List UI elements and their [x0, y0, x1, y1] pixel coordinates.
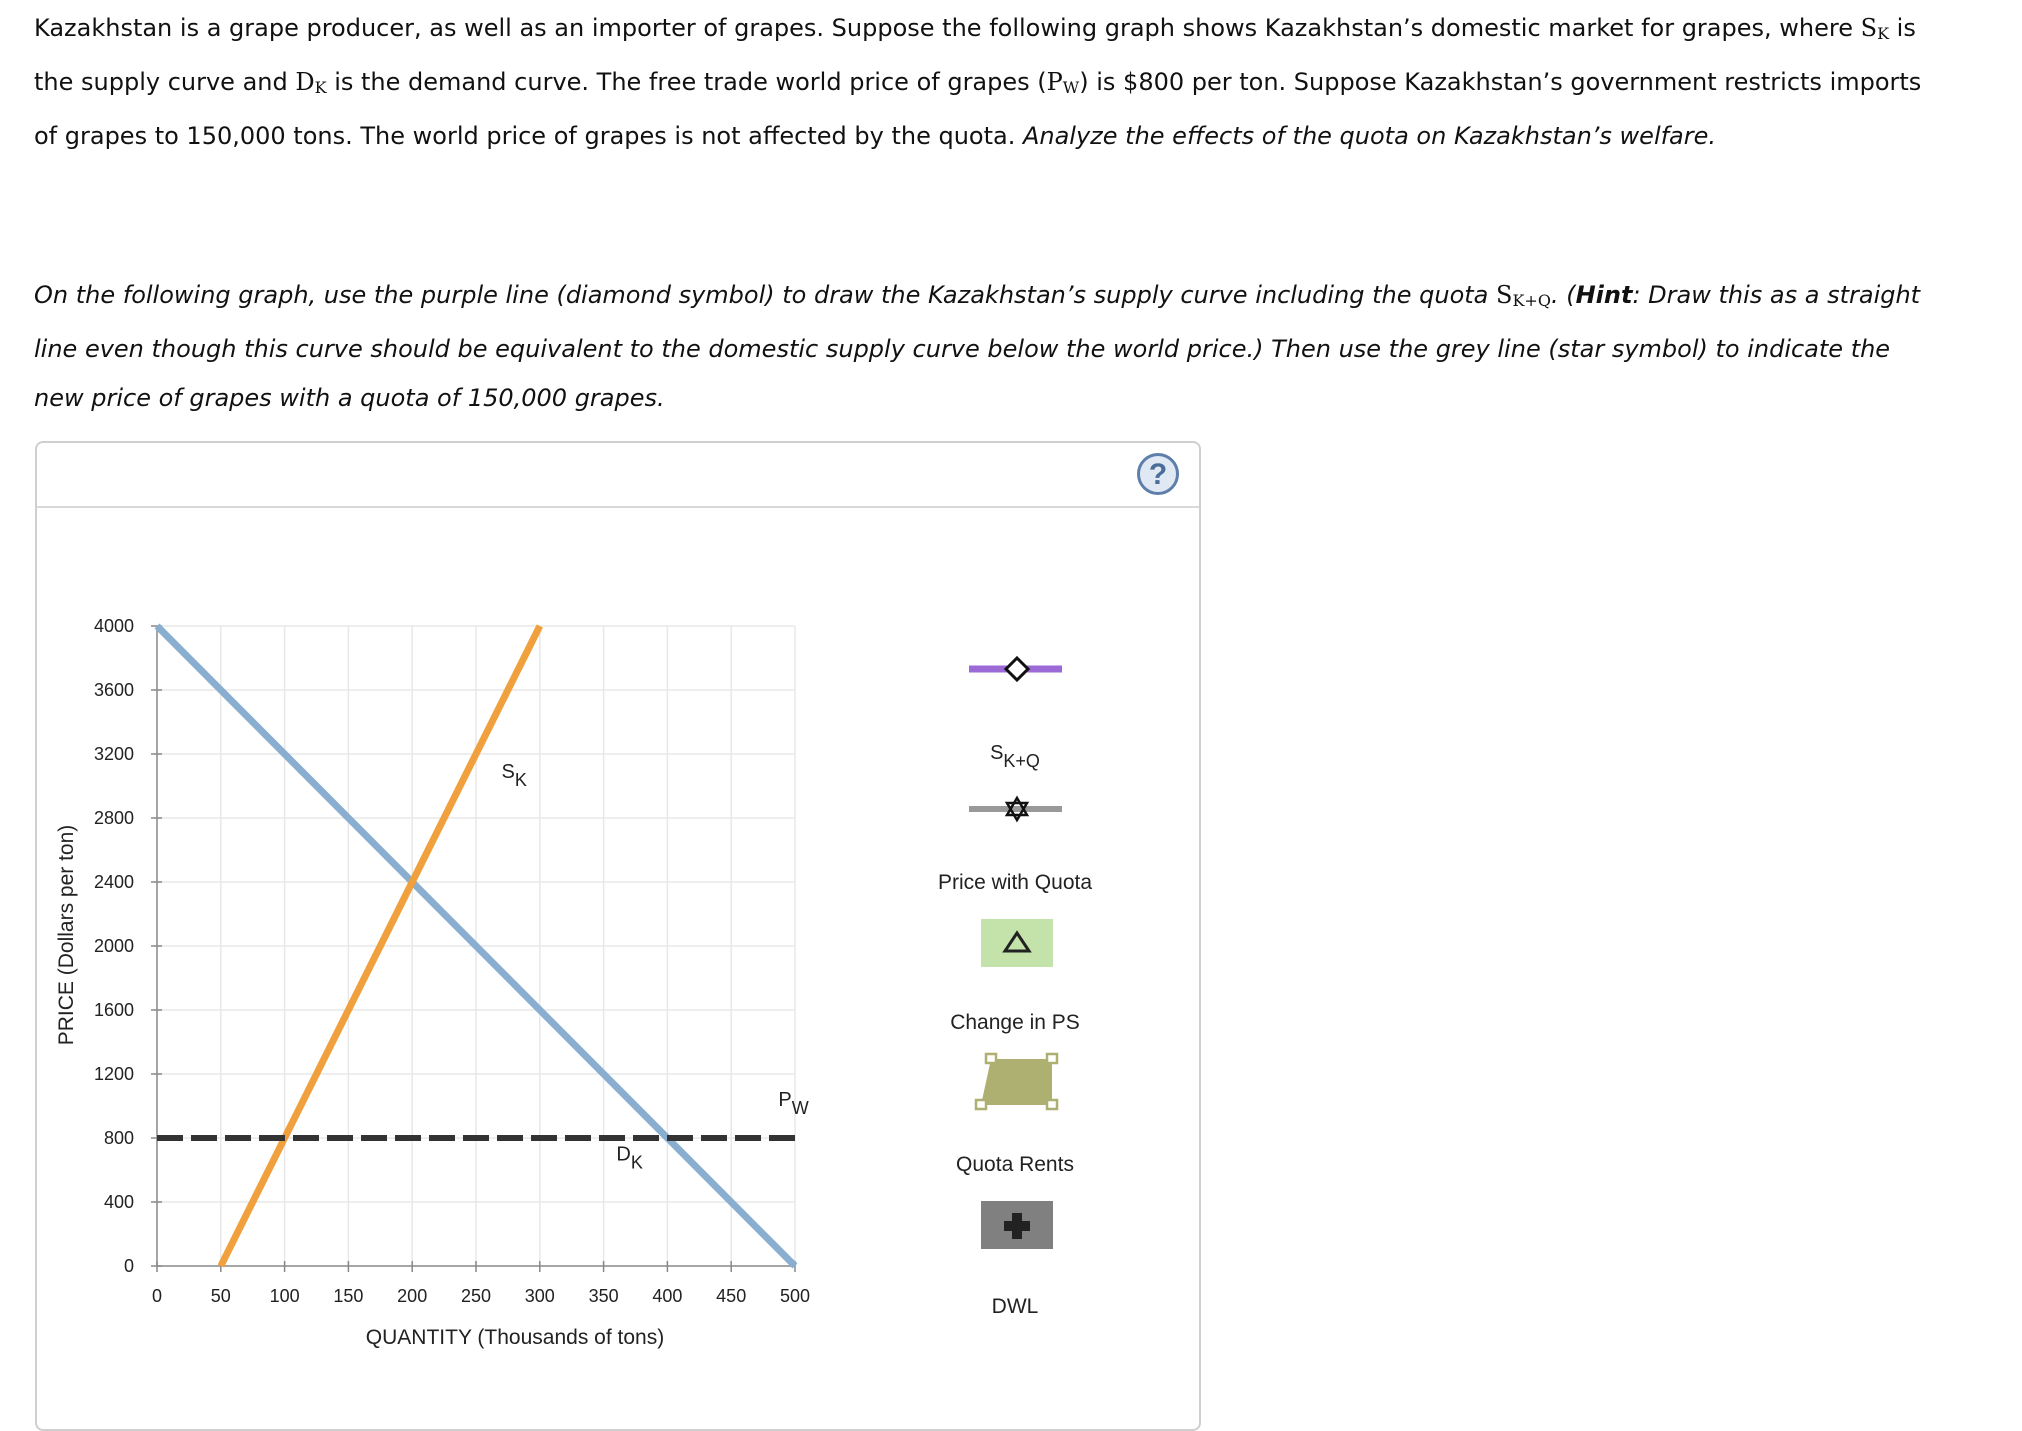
question-intro: Kazakhstan is a grape producer, as well as an importer of grapes. Suppose the following graph shows Kazakhstan’s domestic market for grapes, where $S_K$ is the supply curve and $D_K$ is the demand curve. The free trade world price of grapes $(P_W)$ is $800 per ton. Suppose Kazakhstan’s government restricts imports of grapes to 150,000 tons. The world price of grapes is not affected by the quota. Analyze the effects of the quota on Kazakhstan’s welfare.	[34, 14, 1922, 150]
y-tick-label: 3200	[93, 744, 134, 764]
diamond-icon	[1006, 658, 1028, 680]
x-tick-label: 200	[397, 1286, 428, 1306]
pw-symbol: $P_W$	[1046, 68, 1080, 97]
help-button[interactable]: ?	[1137, 453, 1179, 495]
x-tick-label: 300	[524, 1286, 555, 1306]
y-tick-label: 0	[123, 1256, 134, 1276]
x-tick-label: 450	[716, 1286, 747, 1306]
legend-item-supply-with-quota[interactable]	[969, 658, 1062, 771]
legend-item-change-in-ps[interactable]	[950, 919, 1080, 1034]
x-axis-title: QUANTITY (Thousands of tons)	[365, 1326, 665, 1349]
world-price-label: PW	[778, 1089, 809, 1118]
legend-label-dwl: DWL	[991, 1295, 1039, 1318]
y-tick-label: 2000	[93, 936, 134, 956]
y-tick-label: 1600	[93, 1000, 134, 1020]
legend-item-quota-rents[interactable]	[956, 1054, 1074, 1176]
graph-area[interactable]	[37, 443, 1201, 1431]
graph-panel	[35, 441, 1201, 1431]
y-tick-label: 800	[103, 1128, 134, 1148]
y-axis-title: PRICE (Dollars per ton)	[55, 824, 78, 1046]
legend-label-price-with-quota: Price with Quota	[937, 871, 1093, 894]
ticks	[151, 626, 795, 1272]
legend-label-change-in-ps: Change in PS	[950, 1011, 1080, 1034]
x-tick-label: 500	[779, 1286, 811, 1306]
x-tick-label: 350	[588, 1286, 619, 1306]
hint-label: Hint	[1575, 281, 1633, 309]
y-tick-label: 400	[103, 1192, 134, 1212]
change-in-ps-tool[interactable]	[981, 919, 1053, 967]
demand-curve-label: DK	[616, 1143, 643, 1173]
supply-curve-label: SK	[501, 761, 527, 790]
dk-symbol: $D_K$	[295, 68, 327, 97]
legend-label-quota-rents: Quota Rents	[956, 1153, 1074, 1176]
legend-item-dwl[interactable]	[981, 1201, 1053, 1318]
x-tick-label: 0	[151, 1286, 163, 1306]
x-tick-label: 400	[652, 1286, 683, 1306]
y-tick-label: 1200	[93, 1064, 134, 1084]
task-statement: Analyze the effects of the quota on Kazakhstan’s welfare.	[1022, 122, 1717, 150]
y-tick-label: 4000	[93, 616, 134, 636]
x-tick-label: 150	[333, 1286, 364, 1306]
quota-rents-tool[interactable]	[981, 1059, 1052, 1105]
y-tick-label: 3600	[93, 680, 134, 700]
x-tick-label: 100	[269, 1286, 300, 1306]
legend	[938, 658, 1092, 1318]
sk-symbol: $S_K$	[1860, 14, 1890, 43]
skq-symbol: $S_{K+Q}$	[1496, 281, 1551, 310]
x-tick-label: 250	[460, 1286, 492, 1306]
y-tick-label: 2400	[93, 872, 134, 892]
legend-label-skq: SK+Q	[990, 742, 1040, 771]
y-tick-label: 2800	[93, 808, 134, 828]
x-tick-label: 50	[210, 1286, 231, 1306]
legend-item-price-with-quota[interactable]	[938, 798, 1092, 894]
question-instructions: On the following graph, use the purple line (diamond symbol) to draw the Kazakhstan’s supply curve including the quota $S_{K+Q}$. (Hint: Draw this as a straight line even though this curve should be equivalent to the domestic supply curve below the world price.) Then use the grey line (star symbol) to indicate the new price of grapes with a quota of 150,000 grapes.	[34, 281, 1921, 412]
